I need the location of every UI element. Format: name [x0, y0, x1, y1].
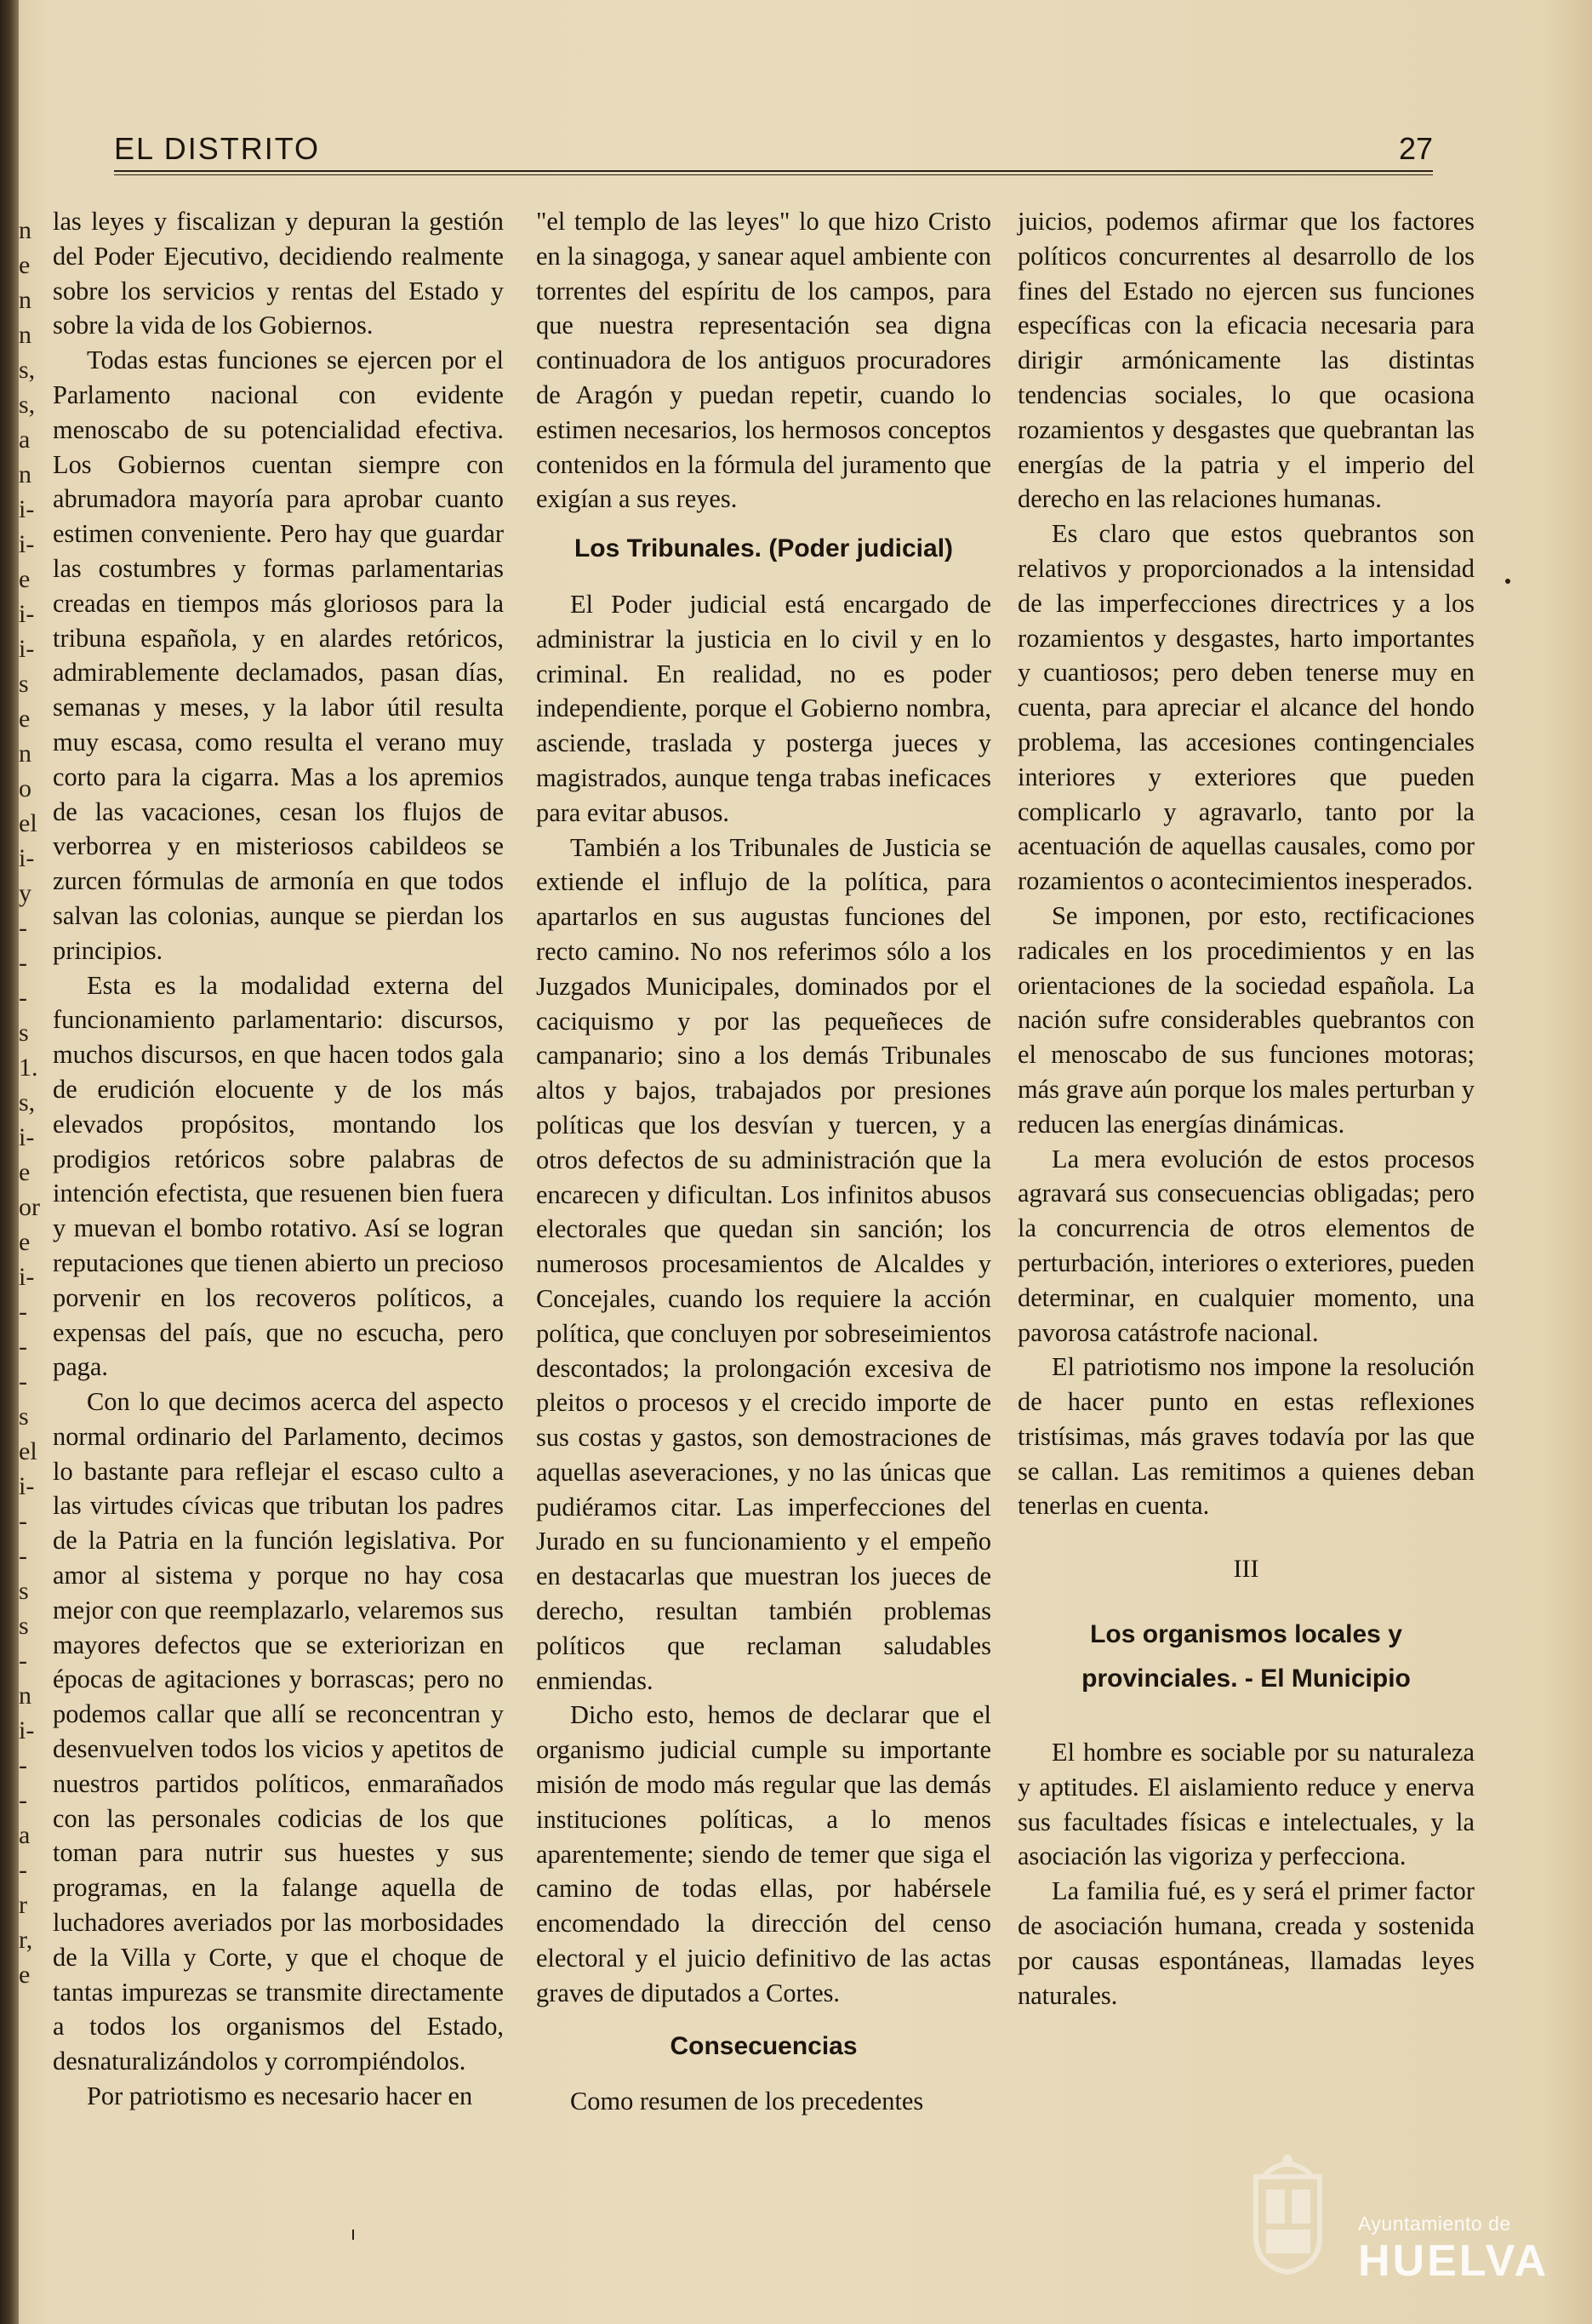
section-heading: III: [1233, 1555, 1259, 1584]
edge-fragment: o: [19, 774, 31, 802]
edge-fragment: i-: [19, 635, 35, 663]
paragraph: juicios, podemos afirmar que los factores políticos concurrentes al desarrollo de los fines del Estado no ejercen sus funciones específicas con la eficacia necesaria para dirigir armónicamente las distintas tendencias sociales, lo que ocasiona rozamientos y desgastes que quebrantan las energías de la patria y el imperio del derecho en las relaciones humanas.: [1018, 207, 1475, 514]
text-column-3: [1018, 204, 1475, 2178]
paragraph: También a los Tribunales de Justicia se extiende el influjo de la política, para apartarlos en sus augustas funciones del recto camino. No nos referimos sólo a los Juzgados Municipales, dominados por el caciquismo y por las pequeñeces de campanario; sino a los demás Tribunales altos y bajos, trabajados por presiones políticas que los desvían y tuercen, y a otros defectos de su administración que la encarecen y dificultan. Los infinitos abusos electorales que quedan sin sanción; los numerosos procesamientos de Alcaldes y Concejales, cuando los requiere la acción política, que concluyen por sobreseimientos descontados; la prolongación excesiva de pleitos o procesos y el crecido importe de sus costas y gastos, son demostraciones de aquellas aseveraciones, y no las únicas que pudiéramos citar. Las imperfecciones del Jurado en su funcionamiento y el empeño en destacarlas que muestran los jueces de derecho, resultan también problemas políticos que reclaman saludables enmiendas.: [536, 832, 991, 1695]
edge-fragment: r,: [19, 1926, 33, 1954]
edge-fragment: e: [19, 1228, 31, 1256]
paragraph: Se imponen, por esto, rectificaciones radicales en los procedimientos y en las orientaciones de la sociedad española. La nación sufre considerables quebrantos con el menoscabo de sus funciones motoras; más grave aún porque los males perturban y reducen las energías dinámicas.: [1018, 900, 1475, 1139]
ink-speck: [1505, 579, 1510, 584]
previous-page-edge: [19, 213, 48, 2204]
ink-mark: [352, 2230, 354, 2240]
edge-fragment: a: [19, 1821, 31, 1849]
paragraph: El Poder judicial está encargado de administrar la justicia en lo civil y en lo criminal. En realidad, no es poder independiente, porque el Gobierno nombra, asciende, traslada y posterga jueces y magistrados, aunque tenga trabas ineficaces para evitar abusos.: [536, 589, 991, 827]
edge-fragment: s,: [19, 391, 36, 419]
edge-fragment: -: [19, 1333, 27, 1361]
running-title: EL DISTRITO: [114, 131, 321, 166]
edge-fragment: -: [19, 1368, 27, 1396]
edge-fragment: 1.: [19, 1054, 38, 1082]
edge-fragment: el: [19, 1437, 37, 1465]
edge-fragment: s: [19, 1577, 29, 1605]
edge-fragment: i-: [19, 600, 35, 628]
paragraph: Es claro que estos quebrantos son relativos y proporcionados a la intensidad de las imperfecciones directrices y a los rozamientos y desgastes, harto importantes y cuantiosos; pero deben tenerse muy en cuenta, para apreciar el alcance del hondo problema, las accesiones contingenciales interiores y exteriores que pueden complicarlo y agravarlo, tanto por la acentuación de aquellas causales, como por rozamientos o acontecimientos inesperados.: [1018, 519, 1475, 896]
header-rule: [114, 170, 1433, 172]
text-column-2: [536, 204, 991, 2178]
edge-fragment: e: [19, 705, 31, 733]
edge-fragment: n: [19, 286, 31, 314]
edge-fragment: r: [19, 1891, 27, 1919]
paragraph: La familia fué, es y será el primer factor de asociación humana, creada y sostenida por causas espontáneas, llamadas leyes naturales.: [1018, 1876, 1475, 2010]
edge-fragment: n: [19, 321, 31, 349]
edge-fragment: -: [19, 1786, 27, 1814]
edge-fragment: s: [19, 1019, 29, 1047]
edge-fragment: -: [19, 1542, 27, 1570]
edge-fragment: -: [19, 949, 27, 977]
edge-fragment: n: [19, 216, 31, 244]
header-rule-thin: [114, 174, 1433, 175]
paragraph: las leyes y fiscalizan y depuran la gestión del Poder Ejecutivo, decidiendo realmente sobre los servicios y rentas del Estado y sobre la vida de los Gobiernos.: [53, 207, 504, 340]
edge-fragment: n: [19, 460, 31, 488]
paragraph: Todas estas funciones se ejercen por el Parlamento nacional con evidente menoscabo de su potencialidad efectiva. Los Gobiernos cuentan siempre con abrumadora mayoría para aprobar cuanto estimen conveniente. Pero hay que guardar las costumbres y formas parlamentarias creadas en tiempos más gloriosos para la tribuna española, y en alardes retóricos, admirablemente declamados, pasan días, semanas y meses, y la labor útil resulta muy escasa, como resulta el verano muy corto para la cigarra. Mas a los apremios de las vacaciones, cesan los flujos de verborrea y en misteriosos cabildeos se zurcen fórmulas de armonía en que todos salvan las colonias, aunque se pierdan los principios.: [53, 345, 504, 965]
edge-fragment: el: [19, 809, 37, 837]
section-heading: Consecuencias: [670, 2031, 858, 2060]
edge-fragment: e: [19, 1961, 31, 1989]
city-seal-icon: [1247, 2151, 1328, 2275]
archive-watermark: [1358, 2213, 1571, 2287]
paragraph: Esta es la modalidad externa del funcionamiento parlamentario: discursos, muchos discursos, en que hacen todos gala de erudición elocuente y de los más elevados propósitos, montando los prodigios retóricos sobre palabras de intención efectista, que resuenen bien fuera y muevan el bombo rotativo. Así se logran reputaciones que tienen abierto un precioso porvenir en los recoveros políticos, a expensas del país, que no escucha, pero paga.: [53, 970, 504, 1382]
paragraph: Como resumen de los precedentes: [570, 2087, 924, 2116]
paragraph: La mera evolución de estos procesos agravará sus consecuencias obligadas; pero la concurrencia de otros elementos de perturbación, interiores o exteriores, pueden determinar, en cualquier momento, una pavorosa catástrofe nacional.: [1018, 1144, 1475, 1347]
edge-fragment: -: [19, 1647, 27, 1675]
section-heading: Los organismos locales y provinciales. - El Municipio: [1081, 1620, 1411, 1693]
edge-fragment: -: [19, 1856, 27, 1884]
section-heading: Los Tribunales. (Poder judicial): [573, 534, 954, 563]
text-column-1: [53, 204, 504, 2178]
edge-fragment: -: [19, 914, 27, 942]
edge-fragment: i-: [19, 1472, 35, 1500]
edge-fragment: -: [19, 984, 27, 1012]
paragraph: "el templo de las leyes" lo que hizo Cristo en la sinagoga, y sanear aquel ambiente con torrentes del espíritu de los campos, para que nuestra representación sea digna continuadora de los antiguos procuradores de Aragón y puedan repetir, cuando lo estimen necesarios, los hermosos conceptos contenidos en la fórmula del juramento que exigían a sus reyes.: [536, 207, 991, 514]
page-number: 27: [1398, 131, 1433, 166]
edge-fragment: i-: [19, 1123, 35, 1151]
edge-fragment: e: [19, 565, 31, 593]
edge-fragment: s: [19, 1612, 29, 1640]
edge-fragment: a: [19, 425, 31, 454]
paragraph: Con lo que decimos acerca del aspecto normal ordinario del Parlamento, decimos lo bastante para reflejar el escaso culto a las virtudes cívicas que tributan los padres de la Patria en la función legislativa. Por amor al sistema y porque no hay cosa mejor con que reemplazarlo, velaremos sus mayores defectos que se exteriorizan en épocas de agitaciones y borrascas; pero no podemos callar que allí se reconcentran y desenvuelven todos los vicios y apetitos de nuestros partidos políticos, enmarañados con las personales codicias de los que toman para nutrir sus huestes y sus programas, en la falange aquella de luchadores averiados por las morbosidades de la Villa y Corte, y que el choque de tantas impurezas se transmite directamente a todos los organismos del Estado, desnaturalizándolos y corrompiéndolos.: [53, 1387, 504, 2076]
edge-fragment: -: [19, 1507, 27, 1535]
edge-fragment: s,: [19, 356, 36, 384]
edge-fragment: i-: [19, 1263, 35, 1291]
paragraph: Dicho esto, hemos de declarar que el organismo judicial cumple su importante misión de modo más regular que las demás instituciones políticas, a lo menos aparentemente; siendo de temer que siga el camino de todas ellas, por habérsele encomendado la dirección del censo electoral y el juicio definitivo de las actas graves de diputados a Cortes.: [536, 1700, 991, 2007]
page-header: [114, 128, 1433, 170]
paragraph: Por patriotismo es necesario hacer en: [87, 2081, 473, 2111]
edge-fragment: i-: [19, 844, 35, 872]
watermark-line-1: Ayuntamiento de: [1358, 2213, 1511, 2235]
edge-fragment: -: [19, 1751, 27, 1779]
edge-fragment: e: [19, 1158, 31, 1186]
edge-fragment: i-: [19, 1716, 35, 1744]
paragraph: El patriotismo nos impone la resolución de hacer punto en estas reflexiones tristísimas, más graves todavía por las que se callan. Las remitimos a quienes deban tenerlas en cuenta.: [1018, 1352, 1475, 1521]
edge-fragment: s: [19, 670, 29, 698]
book-binding: [0, 0, 19, 2324]
edge-fragment: i-: [19, 495, 35, 523]
edge-fragment: n: [19, 1682, 31, 1710]
edge-fragment: or: [19, 1193, 40, 1221]
edge-fragment: s: [19, 1402, 29, 1430]
edge-fragment: i-: [19, 530, 35, 558]
edge-fragment: -: [19, 1298, 27, 1326]
paragraph: El hombre es sociable por su naturaleza y aptitudes. El aislamiento reduce y enerva sus facultades físicas e intelectuales, y la asociación las vigoriza y perfecciona.: [1018, 1738, 1475, 1871]
edge-fragment: y: [19, 879, 31, 907]
edge-fragment: e: [19, 251, 31, 279]
edge-fragment: s,: [19, 1088, 36, 1116]
watermark-line-2: HUELVA: [1358, 2236, 1549, 2286]
edge-fragment: n: [19, 739, 31, 768]
